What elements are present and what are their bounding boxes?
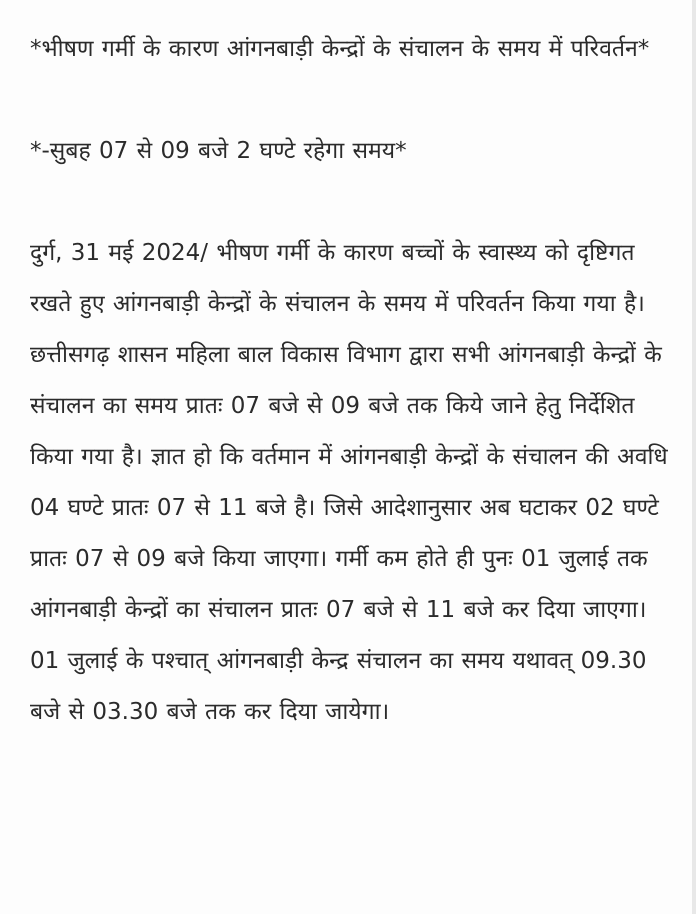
page-edge-divider [692,0,696,914]
article-headline: *भीषण गर्मी के कारण आंगनबाड़ी केन्द्रों के संचालन के समय में परिवर्तन* [30,36,650,62]
article-body: दुर्ग, 31 मई 2024/ भीषण गर्मी के कारण बच्चों के स्वास्थ्य को दृष्टिगत रखते हुए आंगनबाड़ी केन्द्रों के संचालन के समय में परिवर्तन किया गया है। छत्तीसगढ़ शासन महिला बाल विकास विभाग द्वारा सभी आंगनबाड़ी केन्द्रों के संचालन का समय प्रातः 07 बजे से 09 बजे तक किये जाने हेतु निर्देशित किया गया है। ज्ञात हो कि वर्तमान में आंगनबाड़ी केन्द्रों के संचालन की अवधि 04 घण्टे प्रातः 07 से 11 बजे है। जिसे आदेशानुसार अब घटाकर 02 घण्टे प्रातः 07 से 09 बजे किया जाएगा। गर्मी कम होते ही पुनः 01 जुलाई तक आंगनबाड़ी केन्द्रों का संचालन प्रातः 07 बजे से 11 बजे कर दिया जाएगा। 01 जुलाई के पश्चात् आंगनबाड़ी केन्द्र संचालन का समय यथावत् 09.30 बजे से 03.30 बजे तक कर दिया जायेगा। [30,240,668,725]
article-subheadline: *-सुबह 07 से 09 बजे 2 घण्टे रहेगा समय* [30,138,407,164]
